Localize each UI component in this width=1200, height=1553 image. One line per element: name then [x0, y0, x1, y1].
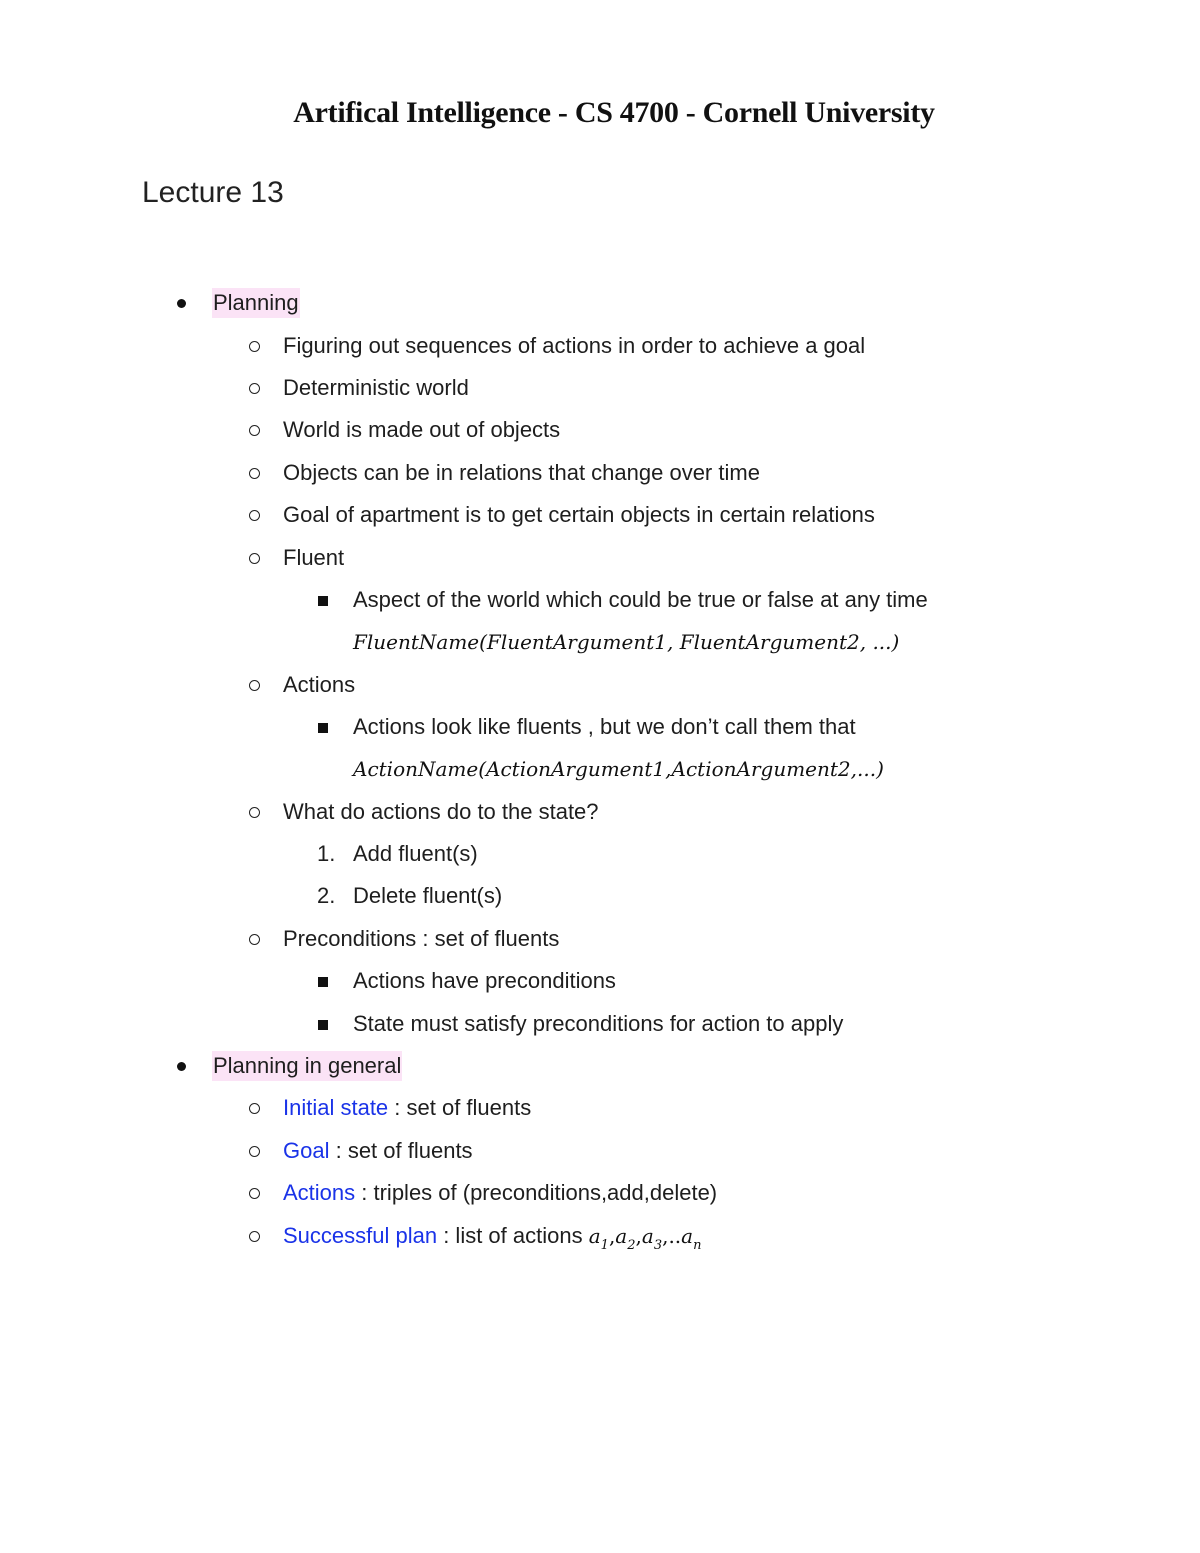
term-actions: Actions: [283, 1180, 356, 1205]
item-text: Add fluent(s): [353, 841, 478, 866]
section-heading-planning-in-general: Planning in general: [212, 1051, 402, 1081]
bullet-circle-icon: [249, 1103, 260, 1114]
action-formula: ActionName(ActionArgument1,ActionArgument2,...): [353, 757, 884, 781]
item-text: Preconditions : set of fluents: [283, 926, 560, 951]
list-number: 2.: [317, 883, 336, 908]
term-description: : list of actions: [437, 1223, 589, 1248]
bullet-circle-icon: [249, 510, 260, 521]
bullet-circle-icon: [249, 1188, 260, 1199]
item-text: State must satisfy preconditions for action to apply: [353, 1011, 844, 1036]
plan-sequence-formula: $a_1,a_2,a_3,..a_n$: [588, 1224, 702, 1253]
bullet-circle-icon: [249, 341, 260, 352]
term-successful-plan: Successful plan: [283, 1223, 438, 1248]
bullet-circle-icon: [249, 425, 260, 436]
term-description: : set of fluents: [388, 1095, 532, 1120]
bullet-circle-icon: [249, 553, 260, 564]
list-number: 1.: [317, 841, 336, 866]
term-description: : set of fluents: [329, 1138, 473, 1163]
bullet-disc-icon: [177, 299, 186, 308]
item-text: Goal of apartment is to get certain objects in certain relations: [283, 502, 875, 527]
bullet-circle-icon: [249, 680, 260, 691]
item-text: Figuring out sequences of actions in order to achieve a goal: [283, 333, 866, 358]
lecture-heading: Lecture 13: [142, 176, 284, 209]
term-description: : triples of (preconditions,add,delete): [355, 1180, 718, 1205]
item-text: What do actions do to the state?: [283, 799, 599, 824]
item-text: World is made out of objects: [283, 417, 561, 442]
fluent-formula: FluentName(FluentArgument1, FluentArgument2, ...): [353, 630, 900, 654]
term-initial-state: Initial state: [283, 1095, 389, 1120]
bullet-square-icon: [318, 723, 328, 733]
item-text: Fluent: [283, 545, 345, 570]
item-text: Actions look like fluents , but we don’t call them that: [353, 714, 856, 739]
item-text: Delete fluent(s): [353, 883, 503, 908]
bullet-circle-icon: [249, 1146, 260, 1157]
item-text: Actions have preconditions: [353, 968, 616, 993]
item-text: Aspect of the world which could be true or false at any time: [353, 587, 928, 612]
item-text: Deterministic world: [283, 375, 469, 400]
item-text: Actions: [283, 672, 356, 697]
section-heading-planning: Planning: [212, 288, 300, 318]
term-goal: Goal: [283, 1138, 330, 1163]
bullet-circle-icon: [249, 383, 260, 394]
bullet-disc-icon: [177, 1062, 186, 1071]
bullet-square-icon: [318, 1020, 328, 1030]
bullet-circle-icon: [249, 468, 260, 479]
bullet-circle-icon: [249, 807, 260, 818]
bullet-circle-icon: [249, 934, 260, 945]
document-title: Artifical Intelligence - CS 4700 - Cornell University: [293, 96, 935, 129]
bullet-circle-icon: [249, 1231, 260, 1242]
item-text: Objects can be in relations that change over time: [283, 460, 760, 485]
bullet-square-icon: [318, 596, 328, 606]
bullet-square-icon: [318, 977, 328, 987]
